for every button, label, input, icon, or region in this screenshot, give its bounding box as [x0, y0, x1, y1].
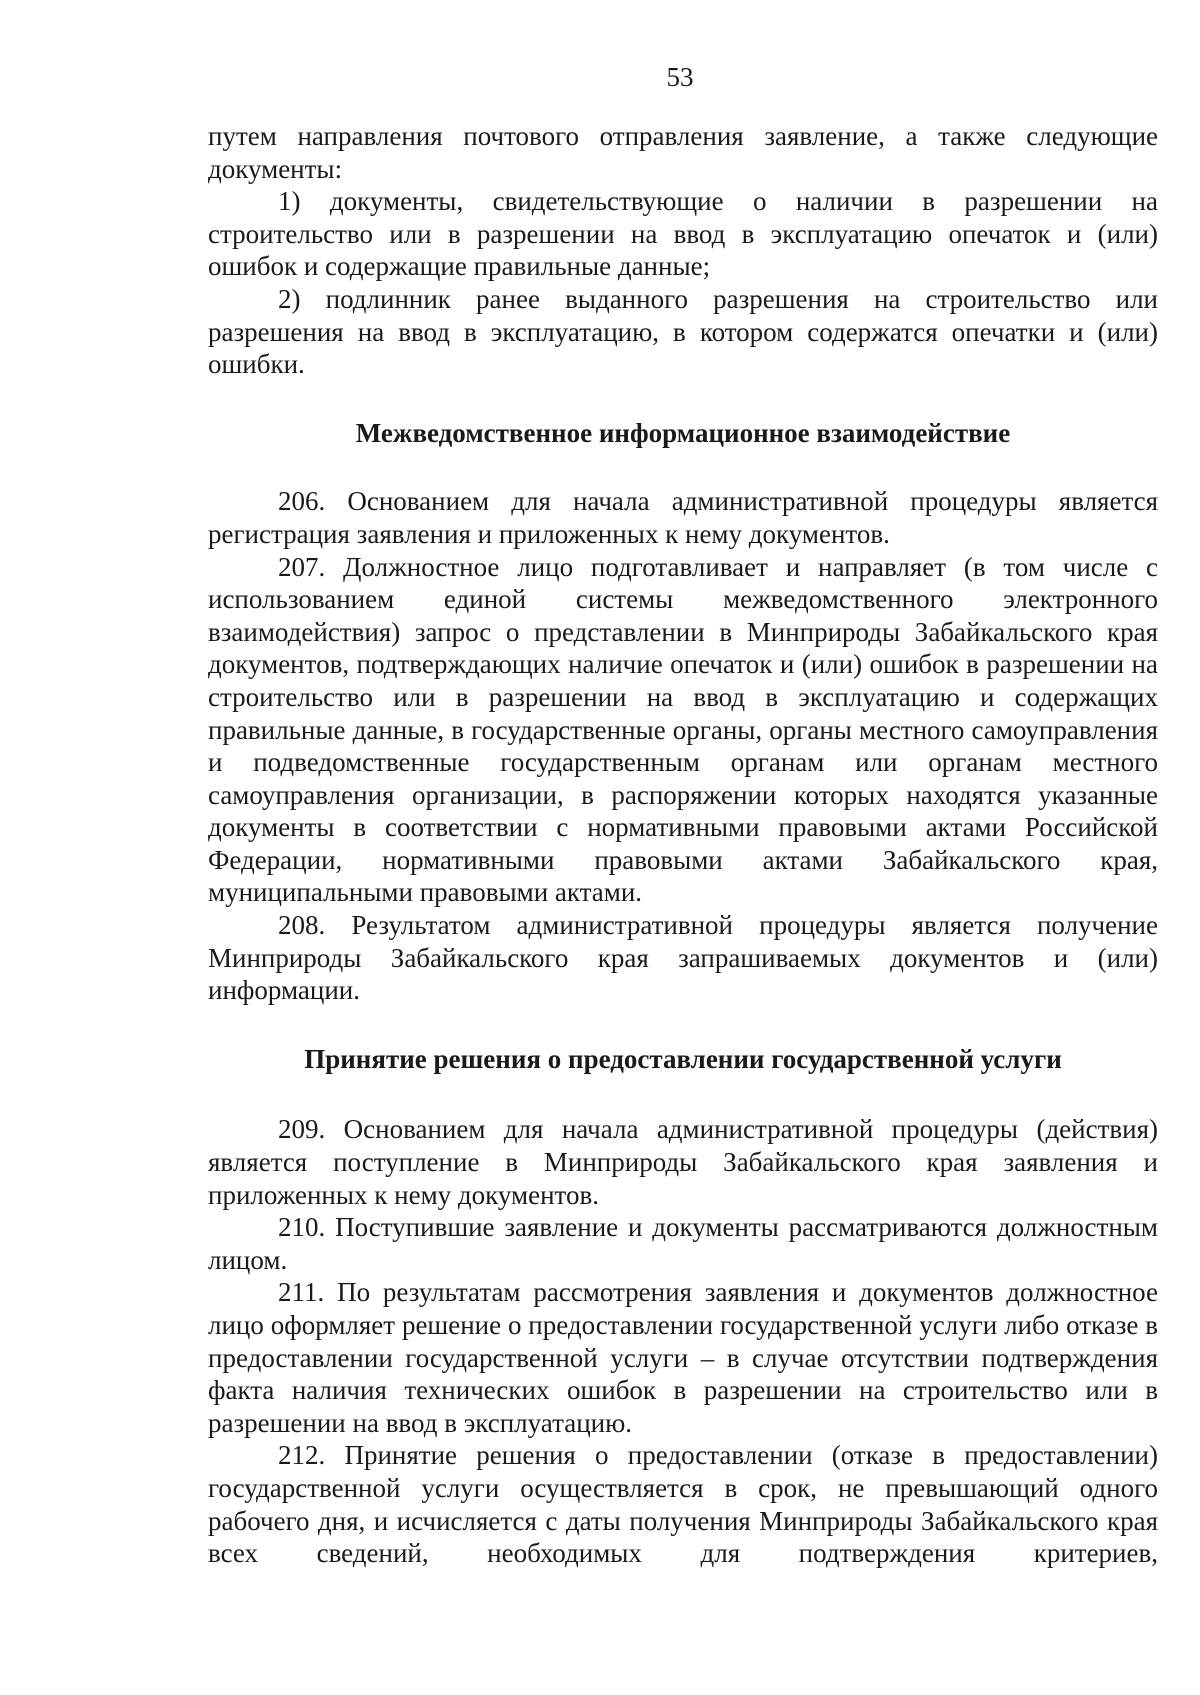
list-item-2: 2) подлинник ранее выданного разрешения на строительство или разрешения на ввод в эксплуатацию, в котором содержатся опечатки и (или) ошибки.	[208, 283, 1158, 380]
paragraph-208: 208. Результатом административной процедуры является получение Минприроды Забайкальского края запрашиваемых документов и (или) информации.	[208, 910, 1158, 1006]
section-heading-decision: Принятие решения о предоставлении государственной услуги	[304, 1043, 1062, 1074]
paragraph-207: 207. Должностное лицо подготавливает и направляет (в том числе с использованием единой системы межведомственного электронного взаимодействия) запрос о представлении в Минприроды Забайкальского края документов, подтверждающих наличие опечаток и (или) ошибок в разрешении на строительство или в разрешении на ввод в эксплуатацию и содержащих правильные данные, в государственные органы, органы местного самоуправления и подведомственные государственным органам или органам местного самоуправления организации, в распоряжении которых находятся указанные документы в соответствии с нормативными правовыми актами Российской Федерации, нормативными правовыми актами Забайкальского края, муниципальными правовыми актами.	[208, 551, 1158, 908]
paragraph-210: 210. Поступившие заявление и документы рассматриваются должностным лицом.	[208, 1212, 1158, 1275]
paragraph-206: 206. Основанием для начала административной процедуры является регистрация заявления и приложенных к нему документов.	[208, 486, 1158, 549]
section-heading-interagency: Межведомственное информационное взаимодействие	[355, 417, 1011, 448]
page-number: 53	[666, 62, 694, 92]
list-item-1: 1) документы, свидетельствующие о наличии в разрешении на строительство или в разрешении на ввод в эксплуатацию опечаток и (или) ошибок и содержащие правильные данные;	[208, 186, 1158, 282]
document-body	[208, 120, 1158, 1570]
paragraph-209: 209. Основанием для начала административной процедуры (действия) является поступление в Минприроды Забайкальского края заявления и приложенных к нему документов.	[208, 1114, 1158, 1210]
paragraph-212: 212. Принятие решения о предоставлении (отказе в предоставлении) государственной услуги осуществляется в срок, не превышающий одного рабочего дня, и исчисляется с даты получения Минприроды Забайкальского края всех сведений, необходимых для подтверждения критериев,	[208, 1440, 1158, 1569]
paragraph-211: 211. По результатам рассмотрения заявления и документов должностное лицо оформляет решение о предоставлении государственной услуги либо отказе в предоставлении государственной услуги – в случае отсутствии подтверждения факта наличия технических ошибок в разрешении на строительство или в разрешении на ввод в эксплуатацию.	[208, 1277, 1158, 1438]
paragraph-intro: путем направления почтового отправления заявление, а также следующие документы:	[208, 121, 1158, 184]
